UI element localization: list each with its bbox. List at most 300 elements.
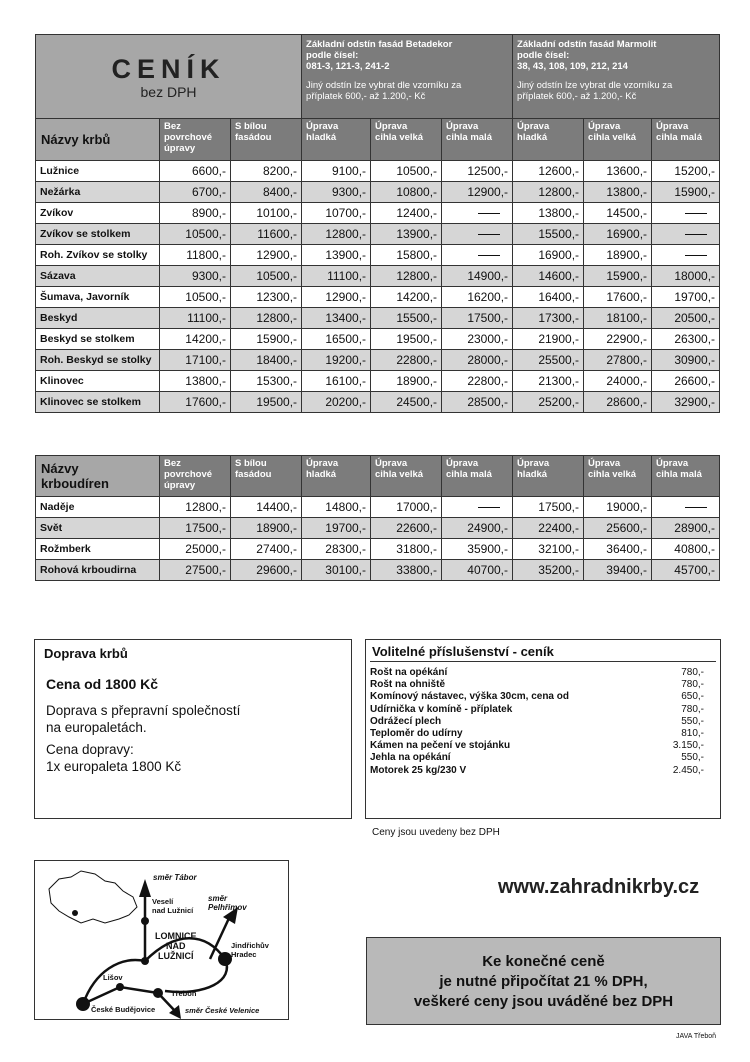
smokehouse-names-header xyxy=(36,456,160,497)
price-cell: 16400,- xyxy=(513,287,584,308)
map-label-pelhrimov-2: Pelhřimov xyxy=(208,903,247,912)
price-cell: 12500,- xyxy=(442,161,513,182)
map-label-veseli xyxy=(152,897,193,915)
not-available-dash-icon xyxy=(478,507,500,508)
price-cell: 13900,- xyxy=(371,224,442,245)
smokehouse-header-l1: Názvy xyxy=(41,461,79,476)
row-name: Naděje xyxy=(36,497,160,518)
marmolit-numbers: 38, 43, 108, 109, 212, 214 xyxy=(517,61,628,72)
price-cell: 14400,- xyxy=(231,497,302,518)
table-row xyxy=(36,497,720,518)
accessory-item xyxy=(370,752,704,764)
price-cell: 19700,- xyxy=(302,518,371,539)
price-cell: 35900,- xyxy=(442,539,513,560)
price-cell: 18000,- xyxy=(652,266,720,287)
fireplace-col-header-2 xyxy=(302,119,371,161)
map-label-lomnice-3: LUŽNICÍ xyxy=(158,951,194,961)
price-cell: 15800,- xyxy=(371,245,442,266)
col-header-line: cihla malá xyxy=(446,469,492,480)
price-cell: 12300,- xyxy=(231,287,302,308)
col-header-line: fasádou xyxy=(235,469,272,480)
transport-price: Cena od 1800 Kč xyxy=(46,676,159,692)
col-header-line: cihla velká xyxy=(588,469,637,480)
accessory-name: Kámen na pečení ve stojánku xyxy=(370,740,511,752)
table-row xyxy=(36,350,720,371)
transport-line3: Cena dopravy: xyxy=(46,742,134,757)
price-cell xyxy=(442,224,513,245)
price-cell: 15200,- xyxy=(652,161,720,182)
accessory-name: Komínový nástavec, výška 30cm, cena od xyxy=(370,691,569,703)
price-cell: 18100,- xyxy=(584,308,652,329)
betadekor-note1: Jiný odstín lze vybrat dle vzorníku za xyxy=(306,80,462,91)
price-cell: 36400,- xyxy=(584,539,652,560)
price-cell: 29600,- xyxy=(231,560,302,581)
row-name: Zvíkov se stolkem xyxy=(36,224,160,245)
vat-line3: veškeré ceny jsou uváděné bez DPH xyxy=(413,993,674,1010)
price-cell: 14900,- xyxy=(442,266,513,287)
row-name: Beskyd se stolkem xyxy=(36,329,160,350)
table-row xyxy=(36,203,720,224)
accessory-price: 780,- xyxy=(681,703,704,715)
price-cell: 12800,- xyxy=(302,224,371,245)
road-tabor-arrow-icon xyxy=(139,879,151,897)
fireplace-col-header-7 xyxy=(652,119,720,161)
credit-text: JAVA Třeboň xyxy=(676,1033,717,1040)
col-header-line: cihla malá xyxy=(446,132,492,143)
transport-line4: 1x europaleta 1800 Kč xyxy=(46,759,182,774)
map-label-lomnice xyxy=(155,931,197,961)
col-header-line: hladká xyxy=(306,469,337,480)
price-cell xyxy=(442,203,513,224)
price-cell: 15900,- xyxy=(231,329,302,350)
accessory-name: Udírnička v komíně - příplatek xyxy=(370,703,513,715)
price-cell: 19700,- xyxy=(652,287,720,308)
marmolit-heading: Základní odstín fasád Marmolit xyxy=(517,39,657,50)
price-cell: 27800,- xyxy=(584,350,652,371)
not-available-dash-icon xyxy=(478,234,500,235)
price-cell: 12400,- xyxy=(371,203,442,224)
accessory-price: 550,- xyxy=(681,752,704,764)
price-cell xyxy=(652,224,720,245)
town-dot-veseli-icon xyxy=(141,917,149,925)
row-name: Roh. Beskyd se stolky xyxy=(36,350,160,371)
price-cell: 9300,- xyxy=(302,182,371,203)
transport-title: Doprava krbů xyxy=(44,646,128,661)
price-cell xyxy=(652,497,720,518)
row-name: Lužnice xyxy=(36,161,160,182)
accessory-item xyxy=(370,765,704,777)
price-cell: 30900,- xyxy=(652,350,720,371)
col-header-line: Úprava xyxy=(517,121,550,132)
price-cell xyxy=(652,203,720,224)
price-cell: 10500,- xyxy=(371,161,442,182)
price-cell: 18900,- xyxy=(231,518,302,539)
price-cell: 32900,- xyxy=(652,392,720,413)
not-available-dash-icon xyxy=(685,255,707,256)
price-cell: 9100,- xyxy=(302,161,371,182)
map-label-trebon: Třeboň xyxy=(171,989,197,998)
price-cell: 14800,- xyxy=(302,497,371,518)
not-available-dash-icon xyxy=(478,213,500,214)
price-cell: 12800,- xyxy=(160,497,231,518)
price-cell: 8900,- xyxy=(160,203,231,224)
price-cell: 21300,- xyxy=(513,371,584,392)
col-header-line: S bílou xyxy=(235,458,267,469)
map-label-pelhrimov xyxy=(208,894,247,912)
price-cell: 22800,- xyxy=(442,371,513,392)
smokehouse-col-header-0 xyxy=(160,456,231,497)
map-label-lomnice-2: NAD xyxy=(166,941,186,951)
price-cell: 13800,- xyxy=(584,182,652,203)
price-cell: 26600,- xyxy=(652,371,720,392)
price-cell: 10100,- xyxy=(231,203,302,224)
price-cell: 24500,- xyxy=(371,392,442,413)
smokehouse-col-header-1 xyxy=(231,456,302,497)
price-cell: 13900,- xyxy=(302,245,371,266)
col-header-line: Úprava xyxy=(656,458,689,469)
table-row xyxy=(36,182,720,203)
map-label-veseli-2: nad Lužnicí xyxy=(152,906,194,915)
accessory-item xyxy=(370,716,704,728)
not-available-dash-icon xyxy=(685,213,707,214)
col-header-line: hladká xyxy=(306,132,337,143)
price-cell: 35200,- xyxy=(513,560,584,581)
accessories-title-rule xyxy=(370,661,716,662)
price-cell: 13800,- xyxy=(160,371,231,392)
accessory-name: Odrážecí plech xyxy=(370,715,442,727)
price-cell: 23000,- xyxy=(442,329,513,350)
price-cell: 26300,- xyxy=(652,329,720,350)
row-name: Klinovec se stolkem xyxy=(36,392,160,413)
vat-line2: je nutné připočítat 21 % DPH, xyxy=(439,973,648,990)
price-cell: 27500,- xyxy=(160,560,231,581)
smokehouse-col-header-7 xyxy=(652,456,720,497)
col-header-line: Úprava xyxy=(446,458,479,469)
row-name: Roh. Zvíkov se stolky xyxy=(36,245,160,266)
marmolit-note1: Jiný odstín lze vybrat dle vzorníku za xyxy=(517,80,673,91)
betadekor-note2: příplatek 600,- až 1.200,- Kč xyxy=(306,91,426,102)
accessories-footnote: Ceny jsou uvedeny bez DPH xyxy=(372,827,500,838)
price-cell: 28300,- xyxy=(302,539,371,560)
price-cell: 17600,- xyxy=(584,287,652,308)
accessories-box xyxy=(365,639,721,819)
road-west xyxy=(83,960,145,1004)
row-name: Rožmberk xyxy=(36,539,160,560)
price-cell: 22400,- xyxy=(513,518,584,539)
price-cell: 19200,- xyxy=(302,350,371,371)
col-header-line: Úprava xyxy=(306,458,339,469)
map-label-jh-1: Jindřichův xyxy=(231,941,269,950)
col-header-line: Úprava xyxy=(375,458,408,469)
fireplace-col-header-1 xyxy=(231,119,302,161)
col-header-line: S bílou xyxy=(235,121,267,132)
price-cell: 6700,- xyxy=(160,182,231,203)
map-label-jh xyxy=(231,941,269,959)
price-cell: 18900,- xyxy=(371,371,442,392)
price-cell: 15500,- xyxy=(513,224,584,245)
col-header-line: Úprava xyxy=(588,458,621,469)
table-row xyxy=(36,245,720,266)
price-cell: 12900,- xyxy=(442,182,513,203)
fireplace-col-header-5 xyxy=(513,119,584,161)
location-map xyxy=(34,860,289,1020)
price-cell: 18400,- xyxy=(231,350,302,371)
price-list-title-block xyxy=(36,35,302,119)
transport-line1: Doprava s přepravní společností xyxy=(46,703,241,718)
betadekor-shade-info xyxy=(302,35,513,119)
price-cell: 10800,- xyxy=(371,182,442,203)
price-cell: 21900,- xyxy=(513,329,584,350)
accessory-name: Motorek 25 kg/230 V xyxy=(370,764,467,776)
fireplace-col-header-4 xyxy=(442,119,513,161)
price-cell: 28500,- xyxy=(442,392,513,413)
price-cell: 24900,- xyxy=(442,518,513,539)
row-name: Klinovec xyxy=(36,371,160,392)
smokehouse-header-l2: krboudíren xyxy=(41,476,109,491)
price-cell: 11100,- xyxy=(160,308,231,329)
map-label-lomnice-1: LOMNICE xyxy=(155,931,197,941)
price-cell: 30100,- xyxy=(302,560,371,581)
accessory-price: 650,- xyxy=(681,691,704,703)
price-cell: 25000,- xyxy=(160,539,231,560)
price-cell: 10500,- xyxy=(160,224,231,245)
price-cell: 13600,- xyxy=(584,161,652,182)
price-cell: 16900,- xyxy=(584,224,652,245)
price-cell: 31800,- xyxy=(371,539,442,560)
col-header-line: povrchové xyxy=(164,132,213,143)
table-row xyxy=(36,518,720,539)
table-row xyxy=(36,161,720,182)
price-cell: 19500,- xyxy=(231,392,302,413)
price-cell: 18900,- xyxy=(584,245,652,266)
price-cell: 22800,- xyxy=(371,350,442,371)
col-header-line: Úprava xyxy=(446,121,479,132)
col-header-line: povrchové xyxy=(164,469,213,480)
price-cell: 14200,- xyxy=(371,287,442,308)
col-header-line: cihla malá xyxy=(656,132,702,143)
table-row xyxy=(36,539,720,560)
price-cell: 15300,- xyxy=(231,371,302,392)
accessory-price: 3.150,- xyxy=(672,740,704,752)
marmolit-note2: příplatek 600,- až 1.200,- Kč xyxy=(517,91,637,102)
accessory-price: 810,- xyxy=(681,728,704,739)
fireplace-col-header-0 xyxy=(160,119,231,161)
price-cell: 25200,- xyxy=(513,392,584,413)
price-cell: 10500,- xyxy=(231,266,302,287)
accessory-price: 780,- xyxy=(681,679,704,691)
price-cell: 11100,- xyxy=(302,266,371,287)
price-cell: 28000,- xyxy=(442,350,513,371)
row-name: Šumava, Javorník xyxy=(36,287,160,308)
smokehouse-col-header-2 xyxy=(302,456,371,497)
row-name: Svět xyxy=(36,518,160,539)
accessory-item xyxy=(370,704,704,716)
accessory-price: 550,- xyxy=(681,715,704,727)
col-header-line: Úprava xyxy=(375,121,408,132)
price-cell: 14600,- xyxy=(513,266,584,287)
transport-line2: na europaletách. xyxy=(46,720,147,735)
not-available-dash-icon xyxy=(685,507,707,508)
fireplace-names-header: Názvy krbů xyxy=(36,119,160,161)
table-row xyxy=(36,308,720,329)
accessory-item xyxy=(370,679,704,691)
price-cell: 19500,- xyxy=(371,329,442,350)
price-cell: 20500,- xyxy=(652,308,720,329)
price-cell: 12900,- xyxy=(302,287,371,308)
price-cell: 20200,- xyxy=(302,392,371,413)
price-cell: 16900,- xyxy=(513,245,584,266)
accessory-item xyxy=(370,667,704,679)
col-header-line: Úprava xyxy=(588,121,621,132)
row-name: Rohová krboudirna xyxy=(36,560,160,581)
price-cell: 40700,- xyxy=(442,560,513,581)
col-header-line: Úprava xyxy=(656,121,689,132)
price-cell: 17000,- xyxy=(371,497,442,518)
price-cell: 17500,- xyxy=(442,308,513,329)
col-header-line: úpravy xyxy=(164,480,196,491)
price-cell: 32100,- xyxy=(513,539,584,560)
website-link[interactable]: www.zahradnikrby.cz xyxy=(498,876,700,898)
col-header-line: Úprava xyxy=(517,458,550,469)
accessory-name: Rošt na ohniště xyxy=(370,679,446,691)
price-cell: 15500,- xyxy=(371,308,442,329)
betadekor-heading: Základní odstín fasád Betadekor xyxy=(306,39,453,50)
smokehouse-col-header-5 xyxy=(513,456,584,497)
price-cell: 16200,- xyxy=(442,287,513,308)
town-dot-cb-icon xyxy=(76,997,90,1011)
czech-location-dot-icon xyxy=(72,910,78,916)
price-cell: 28900,- xyxy=(652,518,720,539)
town-dot-lisov-icon xyxy=(116,983,124,991)
map-label-cb: České Budějovice xyxy=(91,1005,156,1014)
price-cell: 33800,- xyxy=(371,560,442,581)
price-cell: 8200,- xyxy=(231,161,302,182)
vat-line1: Ke konečné ceně xyxy=(482,953,605,970)
price-cell: 28600,- xyxy=(584,392,652,413)
price-cell: 39400,- xyxy=(584,560,652,581)
fireplace-price-table xyxy=(35,34,720,413)
price-cell: 12800,- xyxy=(371,266,442,287)
price-cell: 25500,- xyxy=(513,350,584,371)
price-cell: 12600,- xyxy=(513,161,584,182)
accessory-price: 2.450,- xyxy=(672,764,704,776)
table-row xyxy=(36,287,720,308)
accessory-item xyxy=(370,691,704,703)
price-cell: 13400,- xyxy=(302,308,371,329)
town-dot-lomnice-icon xyxy=(141,957,149,965)
price-cell: 14500,- xyxy=(584,203,652,224)
price-cell: 17600,- xyxy=(160,392,231,413)
price-cell: 8400,- xyxy=(231,182,302,203)
col-header-line: cihla velká xyxy=(375,132,424,143)
col-header-line: Bez xyxy=(164,121,181,132)
price-cell: 14200,- xyxy=(160,329,231,350)
czech-outline-icon xyxy=(49,871,137,923)
map-label-jh-2: Hradec xyxy=(231,950,257,959)
smokehouse-col-header-6 xyxy=(584,456,652,497)
price-cell xyxy=(442,245,513,266)
town-dot-jh-icon xyxy=(218,952,232,966)
marmolit-shade-info xyxy=(513,35,720,119)
price-cell: 22900,- xyxy=(584,329,652,350)
not-available-dash-icon xyxy=(478,255,500,256)
col-header-line: Bez xyxy=(164,458,181,469)
accessory-item xyxy=(370,740,704,752)
accessory-name: Teploměr do udírny xyxy=(370,728,463,739)
smokehouse-col-header-3 xyxy=(371,456,442,497)
price-cell: 22600,- xyxy=(371,518,442,539)
row-name: Beskyd xyxy=(36,308,160,329)
accessories-title: Volitelné příslušenství - ceník xyxy=(372,644,554,659)
price-cell: 45700,- xyxy=(652,560,720,581)
map-label-pelhrimov-1: směr xyxy=(208,894,228,903)
price-cell: 16500,- xyxy=(302,329,371,350)
map-label-lisov: Lišov xyxy=(103,973,123,982)
accessory-name: Jehla na opékání xyxy=(370,752,451,764)
town-dot-trebon-icon xyxy=(153,988,163,998)
price-cell: 10500,- xyxy=(160,287,231,308)
table-row xyxy=(36,266,720,287)
fireplace-col-header-6 xyxy=(584,119,652,161)
col-header-line: úpravy xyxy=(164,143,196,154)
map-label-veseli-1: Veselí xyxy=(152,897,174,906)
price-cell: 11600,- xyxy=(231,224,302,245)
price-cell: 10700,- xyxy=(302,203,371,224)
row-name: Zvíkov xyxy=(36,203,160,224)
price-cell: 6600,- xyxy=(160,161,231,182)
price-list-title: CENÍK xyxy=(111,53,226,84)
price-cell: 17500,- xyxy=(160,518,231,539)
betadekor-numbers: 081-3, 121-3, 241-2 xyxy=(306,61,390,72)
smokehouse-price-table xyxy=(35,455,720,581)
not-available-dash-icon xyxy=(685,234,707,235)
map-label-tabor: směr Tábor xyxy=(153,873,197,882)
col-header-line: cihla velká xyxy=(588,132,637,143)
price-cell: 15900,- xyxy=(652,182,720,203)
price-cell: 9300,- xyxy=(160,266,231,287)
col-header-line: hladká xyxy=(517,132,548,143)
table-row xyxy=(36,392,720,413)
transport-box xyxy=(34,639,352,819)
marmolit-line2: podle čísel: xyxy=(517,50,570,61)
smokehouse-col-header-4 xyxy=(442,456,513,497)
price-cell: 24000,- xyxy=(584,371,652,392)
price-cell: 40800,- xyxy=(652,539,720,560)
row-name: Nežárka xyxy=(36,182,160,203)
vat-notice-box xyxy=(366,937,721,1025)
table-row xyxy=(36,224,720,245)
price-cell: 17500,- xyxy=(513,497,584,518)
accessory-item xyxy=(370,728,704,740)
map-label-velenice: směr České Velenice xyxy=(185,1006,260,1015)
price-cell: 12900,- xyxy=(231,245,302,266)
price-cell: 15900,- xyxy=(584,266,652,287)
price-cell: 19000,- xyxy=(584,497,652,518)
col-header-line: fasádou xyxy=(235,132,272,143)
accessory-name: Rošt na opékání xyxy=(370,667,448,678)
price-list-subtitle: bez DPH xyxy=(140,83,197,100)
price-cell: 11800,- xyxy=(160,245,231,266)
col-header-line: cihla velká xyxy=(375,469,424,480)
price-cell xyxy=(442,497,513,518)
fireplace-col-header-3 xyxy=(371,119,442,161)
price-cell xyxy=(652,245,720,266)
col-header-line: cihla malá xyxy=(656,469,702,480)
col-header-line: hladká xyxy=(517,469,548,480)
price-cell: 25600,- xyxy=(584,518,652,539)
price-cell: 17300,- xyxy=(513,308,584,329)
betadekor-line2: podle čísel: xyxy=(306,50,359,61)
